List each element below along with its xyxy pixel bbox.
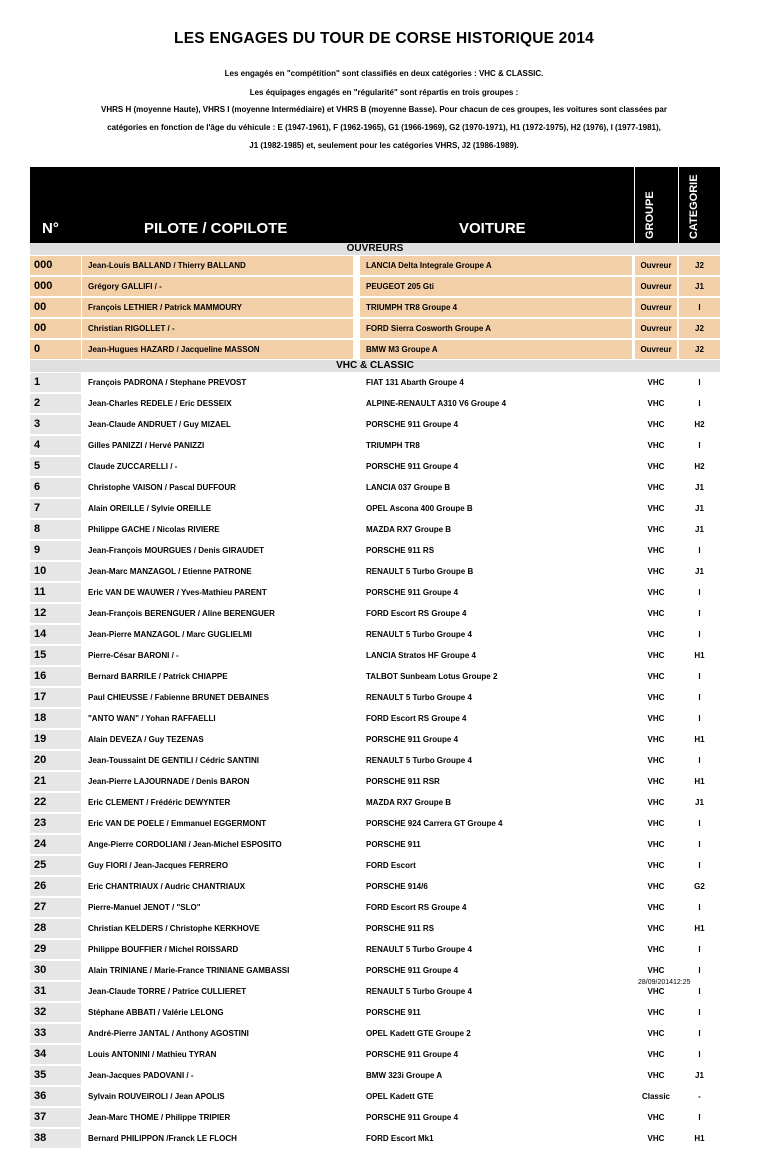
entry-categorie: H2 — [679, 457, 720, 476]
table-row — [30, 603, 720, 624]
entry-categorie: H1 — [679, 730, 720, 749]
table-row — [30, 339, 720, 360]
entry-pilote: François PADRONA / Stephane PREVOST — [82, 373, 353, 392]
entry-groupe: VHC — [635, 625, 677, 644]
entry-voiture: PORSCHE 911 Groupe 4 — [360, 415, 632, 434]
entry-pilote: Philippe BOUFFIER / Michel ROISSARD — [82, 940, 353, 959]
entry-voiture: FORD Escort Mk1 — [360, 1129, 632, 1148]
entry-groupe: VHC — [635, 457, 677, 476]
entry-pilote: Gilles PANIZZI / Hervé PANIZZI — [82, 436, 353, 455]
table-row — [30, 750, 720, 771]
entry-number: 33 — [30, 1024, 81, 1043]
entry-categorie: I — [679, 835, 720, 854]
entry-voiture: PORSCHE 911 — [360, 835, 632, 854]
entry-voiture: PORSCHE 911 RSR — [360, 772, 632, 791]
entry-number: 22 — [30, 793, 81, 812]
entry-pilote: Stéphane ABBATI / Valérie LELONG — [82, 1003, 353, 1022]
entry-number: 23 — [30, 814, 81, 833]
entry-categorie: J1 — [679, 562, 720, 581]
entry-categorie: I — [679, 751, 720, 770]
entry-categorie: I — [679, 1108, 720, 1127]
entry-groupe: Classic — [635, 1087, 677, 1106]
entry-voiture: PORSCHE 911 Groupe 4 — [360, 457, 632, 476]
entry-categorie: I — [679, 541, 720, 560]
entry-pilote: Louis ANTONINI / Mathieu TYRAN — [82, 1045, 353, 1064]
entry-categorie: H2 — [679, 415, 720, 434]
entry-number: 34 — [30, 1045, 81, 1064]
table-row — [30, 918, 720, 939]
table-header — [30, 167, 720, 243]
entry-voiture: RENAULT 5 Turbo Groupe 4 — [360, 751, 632, 770]
entry-voiture: PORSCHE 911 Groupe 4 — [360, 583, 632, 602]
entry-groupe: VHC — [635, 415, 677, 434]
entry-number: 35 — [30, 1066, 81, 1085]
entry-number: 17 — [30, 688, 81, 707]
entry-groupe: VHC — [635, 772, 677, 791]
entry-categorie: - — [679, 1087, 720, 1106]
entry-voiture: BMW M3 Groupe A — [360, 340, 632, 359]
entry-categorie: J1 — [679, 478, 720, 497]
entry-voiture: LANCIA 037 Groupe B — [360, 478, 632, 497]
section-vhc-classic: VHC & CLASSIC — [30, 360, 720, 372]
entry-groupe: VHC — [635, 583, 677, 602]
entry-number: 1 — [30, 373, 81, 392]
entry-categorie: G2 — [679, 877, 720, 896]
intro-line-3: VHRS H (moyenne Haute), VHRS I (moyenne Intermédiaire) et VHRS B (moyenne Basse). Pour chacun de ces groupes, les voitures sont classées par — [101, 105, 667, 114]
entry-groupe: Ouvreur — [635, 340, 677, 359]
entry-categorie: I — [679, 625, 720, 644]
intro-line-2: Les équipages engagés en "régularité" sont répartis en trois groupes : — [249, 88, 519, 97]
entry-groupe: VHC — [635, 646, 677, 665]
entry-voiture: PORSCHE 911 Groupe 4 — [360, 1108, 632, 1127]
entry-voiture: LANCIA Delta Integrale Groupe A — [360, 256, 632, 275]
entry-pilote: Eric VAN DE WAUWER / Yves-Mathieu PARENT — [82, 583, 353, 602]
entry-pilote: Christian RIGOLLET / - — [82, 319, 353, 338]
entry-groupe: VHC — [635, 814, 677, 833]
entry-categorie: I — [679, 709, 720, 728]
entry-groupe: VHC — [635, 688, 677, 707]
entry-number: 20 — [30, 751, 81, 770]
entry-groupe: VHC — [635, 604, 677, 623]
entry-voiture: FORD Sierra Cosworth Groupe A — [360, 319, 632, 338]
entry-groupe: VHC — [635, 919, 677, 938]
entry-categorie: I — [679, 688, 720, 707]
entry-groupe: VHC — [635, 709, 677, 728]
entry-number: 27 — [30, 898, 81, 917]
entry-pilote: François LETHIER / Patrick MAMMOURY — [82, 298, 353, 317]
entry-voiture: PORSCHE 911 Groupe 4 — [360, 1045, 632, 1064]
table-row — [30, 372, 720, 393]
entry-groupe: VHC — [635, 436, 677, 455]
table-row — [30, 540, 720, 561]
entry-pilote: Christophe VAISON / Pascal DUFFOUR — [82, 478, 353, 497]
entry-number: 26 — [30, 877, 81, 896]
entry-pilote: Pierre-Manuel JENOT / "SLO" — [82, 898, 353, 917]
entry-pilote: Jean-Marc THOME / Philippe TRIPIER — [82, 1108, 353, 1127]
header-pilote: PILOTE / COPILOTE — [144, 220, 288, 237]
table-row — [30, 960, 720, 981]
table-row — [30, 1086, 720, 1107]
table-row — [30, 393, 720, 414]
entry-categorie: I — [679, 856, 720, 875]
table-row — [30, 1023, 720, 1044]
entry-number: 37 — [30, 1108, 81, 1127]
entry-pilote: Eric CLEMENT / Frédéric DEWYNTER — [82, 793, 353, 812]
entry-voiture: FORD Escort — [360, 856, 632, 875]
entry-number: 0 — [30, 340, 81, 359]
entry-categorie: I — [679, 982, 720, 1001]
entry-number: 18 — [30, 709, 81, 728]
entry-pilote: Jean-Charles REDELE / Eric DESSEIX — [82, 394, 353, 413]
entry-categorie: J1 — [679, 793, 720, 812]
entry-groupe: VHC — [635, 856, 677, 875]
entry-voiture: TRIUMPH TR8 — [360, 436, 632, 455]
intro-line-5: J1 (1982-1985) et, seulement pour les catégories VHRS, J2 (1986-1989). — [249, 141, 519, 150]
entry-pilote: Eric CHANTRIAUX / Audric CHANTRIAUX — [82, 877, 353, 896]
entry-number: 19 — [30, 730, 81, 749]
table-row — [30, 519, 720, 540]
entry-groupe: VHC — [635, 667, 677, 686]
entry-number: 00 — [30, 298, 81, 317]
entry-categorie: I — [679, 373, 720, 392]
entry-categorie: J1 — [679, 277, 720, 296]
entry-voiture: OPEL Kadett GTE Groupe 2 — [360, 1024, 632, 1043]
entry-pilote: Claude ZUCCARELLI / - — [82, 457, 353, 476]
entry-groupe: Ouvreur — [635, 298, 677, 317]
entry-groupe: Ouvreur — [635, 277, 677, 296]
table-row — [30, 939, 720, 960]
entry-pilote: Guy FIORI / Jean-Jacques FERRERO — [82, 856, 353, 875]
table-row — [30, 1044, 720, 1065]
entry-categorie: J1 — [679, 520, 720, 539]
header-categorie: CATEGORIE — [688, 174, 700, 239]
table-row — [30, 582, 720, 603]
table-row — [30, 435, 720, 456]
entry-categorie: H1 — [679, 919, 720, 938]
entry-number: 00 — [30, 319, 81, 338]
entry-groupe: VHC — [635, 373, 677, 392]
entry-pilote: Ange-Pierre CORDOLIANI / Jean-Michel ESPOSITO — [82, 835, 353, 854]
entry-number: 15 — [30, 646, 81, 665]
entry-number: 9 — [30, 541, 81, 560]
entry-pilote: Alain OREILLE / Sylvie OREILLE — [82, 499, 353, 518]
entry-voiture: MAZDA RX7 Groupe B — [360, 793, 632, 812]
entry-categorie: H1 — [679, 772, 720, 791]
entry-groupe: VHC — [635, 1003, 677, 1022]
entry-categorie: J2 — [679, 256, 720, 275]
entry-voiture: FORD Escort RS Groupe 4 — [360, 898, 632, 917]
entry-groupe: VHC — [635, 898, 677, 917]
table-row — [30, 645, 720, 666]
entry-categorie: I — [679, 1024, 720, 1043]
table-row — [30, 792, 720, 813]
entry-pilote: Pierre-César BARONI / - — [82, 646, 353, 665]
entry-groupe: VHC — [635, 541, 677, 560]
entry-groupe: VHC — [635, 793, 677, 812]
entry-voiture: PORSCHE 924 Carrera GT Groupe 4 — [360, 814, 632, 833]
entry-categorie: I — [679, 667, 720, 686]
section-ouvreurs: OUVREURS — [30, 243, 720, 255]
table-row — [30, 1002, 720, 1023]
entry-pilote: Paul CHIEUSSE / Fabienne BRUNET DEBAINES — [82, 688, 353, 707]
entry-voiture: FIAT 131 Abarth Groupe 4 — [360, 373, 632, 392]
entry-voiture: PORSCHE 911 — [360, 1003, 632, 1022]
entry-categorie: H1 — [679, 1129, 720, 1148]
entry-pilote: Jean-Claude TORRE / Patrice CULLIERET — [82, 982, 353, 1001]
entry-number: 36 — [30, 1087, 81, 1106]
entry-groupe: VHC — [635, 961, 677, 980]
entry-categorie: J2 — [679, 340, 720, 359]
entry-pilote: Jean-Louis BALLAND / Thierry BALLAND — [82, 256, 353, 275]
entry-voiture: TALBOT Sunbeam Lotus Groupe 2 — [360, 667, 632, 686]
table-row — [30, 813, 720, 834]
entry-voiture: ALPINE-RENAULT A310 V6 Groupe 4 — [360, 394, 632, 413]
table-row — [30, 1107, 720, 1128]
entry-number: 28 — [30, 919, 81, 938]
entry-categorie: I — [679, 898, 720, 917]
ouvreurs-list — [30, 255, 720, 360]
entry-voiture: BMW 323i Groupe A — [360, 1066, 632, 1085]
entry-categorie: I — [679, 298, 720, 317]
entry-number: 29 — [30, 940, 81, 959]
entry-voiture: FORD Escort RS Groupe 4 — [360, 604, 632, 623]
entry-pilote: Jean-François BERENGUER / Aline BERENGUER — [82, 604, 353, 623]
entry-pilote: Jean-Toussaint DE GENTILI / Cédric SANTINI — [82, 751, 353, 770]
entry-groupe: VHC — [635, 1129, 677, 1148]
entry-categorie: I — [679, 604, 720, 623]
table-row — [30, 498, 720, 519]
table-row — [30, 834, 720, 855]
entry-number: 8 — [30, 520, 81, 539]
entry-categorie: I — [679, 394, 720, 413]
entry-groupe: Ouvreur — [635, 256, 677, 275]
table-row — [30, 708, 720, 729]
entry-groupe: VHC — [635, 982, 677, 1001]
entry-pilote: Grégory GALLIFI / - — [82, 277, 353, 296]
table-row — [30, 561, 720, 582]
entry-pilote: Christian KELDERS / Christophe KERKHOVE — [82, 919, 353, 938]
table-row — [30, 771, 720, 792]
entry-number: 5 — [30, 457, 81, 476]
entry-number: 4 — [30, 436, 81, 455]
entry-pilote: Jean-Claude ANDRUET / Guy MIZAEL — [82, 415, 353, 434]
entry-categorie: I — [679, 940, 720, 959]
entry-pilote: Jean-François MOURGUES / Denis GIRAUDET — [82, 541, 353, 560]
table-row — [30, 729, 720, 750]
entry-categorie: I — [679, 1003, 720, 1022]
entry-number: 21 — [30, 772, 81, 791]
entry-groupe: VHC — [635, 1066, 677, 1085]
entry-groupe: VHC — [635, 394, 677, 413]
entry-groupe: VHC — [635, 1024, 677, 1043]
entry-pilote: Jean-Marc MANZAGOL / Etienne PATRONE — [82, 562, 353, 581]
entry-categorie: J2 — [679, 319, 720, 338]
entry-voiture: TRIUMPH TR8 Groupe 4 — [360, 298, 632, 317]
entry-number: 7 — [30, 499, 81, 518]
entry-categorie: H1 — [679, 646, 720, 665]
entry-categorie: I — [679, 1045, 720, 1064]
entry-pilote: "ANTO WAN" / Yohan RAFFAELLI — [82, 709, 353, 728]
entry-number: 3 — [30, 415, 81, 434]
table-row — [30, 477, 720, 498]
entry-number: 16 — [30, 667, 81, 686]
entry-groupe: VHC — [635, 478, 677, 497]
table-row — [30, 1065, 720, 1086]
intro-line-1: Les engagés en "compétition" sont classifiés en deux catégories : VHC & CLASSIC. — [224, 69, 544, 78]
table-row — [30, 414, 720, 435]
print-timestamp: 28/09/201412:25 — [638, 979, 691, 986]
entry-number: 000 — [30, 256, 81, 275]
entry-number: 12 — [30, 604, 81, 623]
entry-pilote: Eric VAN DE POELE / Emmanuel EGGERMONT — [82, 814, 353, 833]
entry-pilote: Jean-Jacques PADOVANI / - — [82, 1066, 353, 1085]
entry-voiture: RENAULT 5 Turbo Groupe 4 — [360, 982, 632, 1001]
entry-number: 000 — [30, 277, 81, 296]
entry-voiture: PORSCHE 911 RS — [360, 919, 632, 938]
entry-categorie: I — [679, 814, 720, 833]
entry-number: 25 — [30, 856, 81, 875]
table-row — [30, 876, 720, 897]
entry-voiture: PORSCHE 911 Groupe 4 — [360, 730, 632, 749]
entry-groupe: VHC — [635, 562, 677, 581]
entry-voiture: RENAULT 5 Turbo Groupe 4 — [360, 625, 632, 644]
entry-number: 38 — [30, 1129, 81, 1148]
table-row — [30, 666, 720, 687]
entry-groupe: Ouvreur — [635, 319, 677, 338]
entry-number: 14 — [30, 625, 81, 644]
entry-categorie: I — [679, 436, 720, 455]
entry-voiture: LANCIA Stratos HF Groupe 4 — [360, 646, 632, 665]
table-row — [30, 855, 720, 876]
entry-pilote: Jean-Hugues HAZARD / Jacqueline MASSON — [82, 340, 353, 359]
entry-number: 32 — [30, 1003, 81, 1022]
header-separator — [678, 167, 679, 243]
header-separator — [634, 167, 635, 243]
entry-categorie: I — [679, 961, 720, 980]
entry-pilote: Jean-Pierre MANZAGOL / Marc GUGLIELMI — [82, 625, 353, 644]
intro-line-4: catégories en fonction de l'âge du véhicule : E (1947-1961), F (1962-1965), G1 (1966-1969), G2 (1970-1971), H1 (1972-1975), H2 (1976), I (1977-1981), — [107, 123, 661, 132]
entry-number: 11 — [30, 583, 81, 602]
entry-voiture: PORSCHE 911 RS — [360, 541, 632, 560]
table-row — [30, 276, 720, 297]
table-row — [30, 1128, 720, 1149]
entry-pilote: Sylvain ROUVEIROLI / Jean APOLIS — [82, 1087, 353, 1106]
entry-voiture: RENAULT 5 Turbo Groupe 4 — [360, 688, 632, 707]
entry-number: 31 — [30, 982, 81, 1001]
table-row — [30, 687, 720, 708]
header-voiture: VOITURE — [459, 220, 526, 237]
entry-groupe: VHC — [635, 520, 677, 539]
table-row — [30, 624, 720, 645]
entry-number: 30 — [30, 961, 81, 980]
table-row — [30, 297, 720, 318]
entry-categorie: J1 — [679, 499, 720, 518]
header-groupe: GROUPE — [644, 191, 656, 239]
entry-categorie: J1 — [679, 1066, 720, 1085]
entry-number: 2 — [30, 394, 81, 413]
entry-pilote: Alain DEVEZA / Guy TEZENAS — [82, 730, 353, 749]
header-no: N° — [42, 220, 59, 237]
entry-groupe: VHC — [635, 499, 677, 518]
entry-pilote: Jean-Pierre LAJOURNADE / Denis BARON — [82, 772, 353, 791]
entry-number: 10 — [30, 562, 81, 581]
entry-groupe: VHC — [635, 751, 677, 770]
entry-voiture: OPEL Ascona 400 Groupe B — [360, 499, 632, 518]
entry-groupe: VHC — [635, 1045, 677, 1064]
entry-groupe: VHC — [635, 835, 677, 854]
entry-voiture: MAZDA RX7 Groupe B — [360, 520, 632, 539]
entry-voiture: OPEL Kadett GTE — [360, 1087, 632, 1106]
entry-categorie: I — [679, 583, 720, 602]
table-row — [30, 981, 720, 1002]
entry-groupe: VHC — [635, 877, 677, 896]
page-title: LES ENGAGES DU TOUR DE CORSE HISTORIQUE 2014 — [174, 30, 594, 47]
table-row — [30, 318, 720, 339]
entry-voiture: PEUGEOT 205 Gti — [360, 277, 632, 296]
entries-list — [30, 372, 720, 1149]
table-row — [30, 255, 720, 276]
entry-number: 24 — [30, 835, 81, 854]
entry-voiture: RENAULT 5 Turbo Groupe 4 — [360, 940, 632, 959]
table-row — [30, 897, 720, 918]
entry-pilote: Alain TRINIANE / Marie-France TRINIANE GAMBASSI — [82, 961, 353, 980]
entry-voiture: FORD Escort RS Groupe 4 — [360, 709, 632, 728]
entry-groupe: VHC — [635, 730, 677, 749]
entry-groupe: VHC — [635, 940, 677, 959]
entry-voiture: PORSCHE 911 Groupe 4 — [360, 961, 632, 980]
entry-voiture: PORSCHE 914/6 — [360, 877, 632, 896]
entry-pilote: André-Pierre JANTAL / Anthony AGOSTINI — [82, 1024, 353, 1043]
entry-number: 6 — [30, 478, 81, 497]
entry-pilote: Philippe GACHE / Nicolas RIVIERE — [82, 520, 353, 539]
entry-pilote: Bernard PHILIPPON /Franck LE FLOCH — [82, 1129, 353, 1148]
entry-voiture: RENAULT 5 Turbo Groupe B — [360, 562, 632, 581]
entry-pilote: Bernard BARRILE / Patrick CHIAPPE — [82, 667, 353, 686]
entry-groupe: VHC — [635, 1108, 677, 1127]
entries-table — [30, 243, 720, 1149]
table-row — [30, 456, 720, 477]
